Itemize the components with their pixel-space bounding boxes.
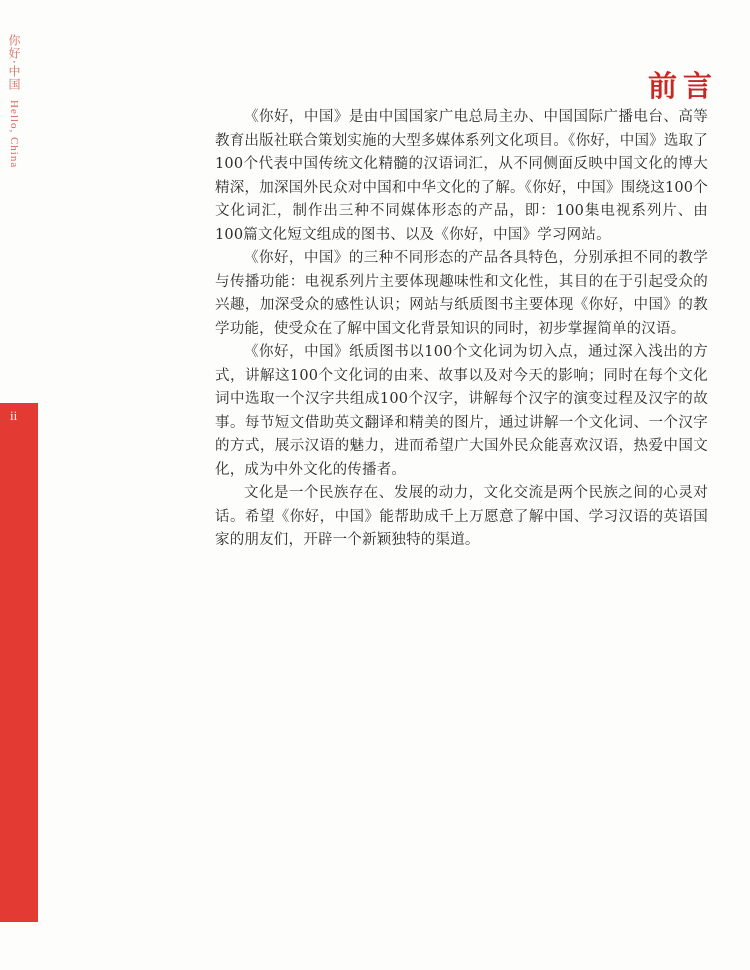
page-title: 前言: [647, 69, 718, 103]
paragraph-3: 《你好，中国》纸质图书以100个文化词为切入点，通过深入浅出的方式，讲解这100个文化词的由来、故事以及对今天的影响；同时在每个文化词中选取一个汉字共组成100个汉字，讲解每个汉字的演变过程及汉字的故事。每节短文借助英文翻译和精美的图片，通过讲解一个文化词、一个汉字的方式，展示汉语的魅力，进而希望广大国外民众能喜欢汉语，热爱中国文化，成为中外文化的传播者。: [215, 344, 708, 478]
side-color-band: [0, 403, 38, 922]
running-header: [6, 34, 23, 168]
body-text: [215, 106, 708, 553]
page-number: ii: [10, 408, 18, 423]
paragraph-4: 文化是一个民族存在、发展的动力，文化交流是两个民族之间的心灵对话。希望《你好，中国》能帮助成千上万愿意了解中国、学习汉语的英语国家的朋友们，开辟一个新颖独特的渠道。: [215, 485, 708, 548]
running-header-latin: Hello, China: [8, 99, 20, 168]
paragraph-1: 《你好，中国》是由中国国家广电总局主办、中国国际广播电台、高等教育出版社联合策划实施的大型多媒体系列文化项目。《你好，中国》选取了100个代表中国传统文化精髓的汉语词汇，从不同侧面反映中国文化的博大精深，加深国外民众对中国和中华文化的了解。《你好，中国》围绕这100个文化词汇，制作出三种不同媒体形态的产品，即：100集电视系列片、由100篇文化短文组成的图书、以及《你好，中国》学习网站。: [215, 109, 708, 243]
running-header-chinese: 你好·中国: [7, 34, 21, 91]
paragraph-2: 《你好，中国》的三种不同形态的产品各具特色，分别承担不同的教学与传播功能：电视系列片主要体现趣味性和文化性，其目的在于引起受众的兴趣，加深受众的感性认识；网站与纸质图书主要体现《你好，中国》的教学功能，使受众在了解中国文化背景知识的同时，初步掌握简单的汉语。: [215, 250, 708, 337]
